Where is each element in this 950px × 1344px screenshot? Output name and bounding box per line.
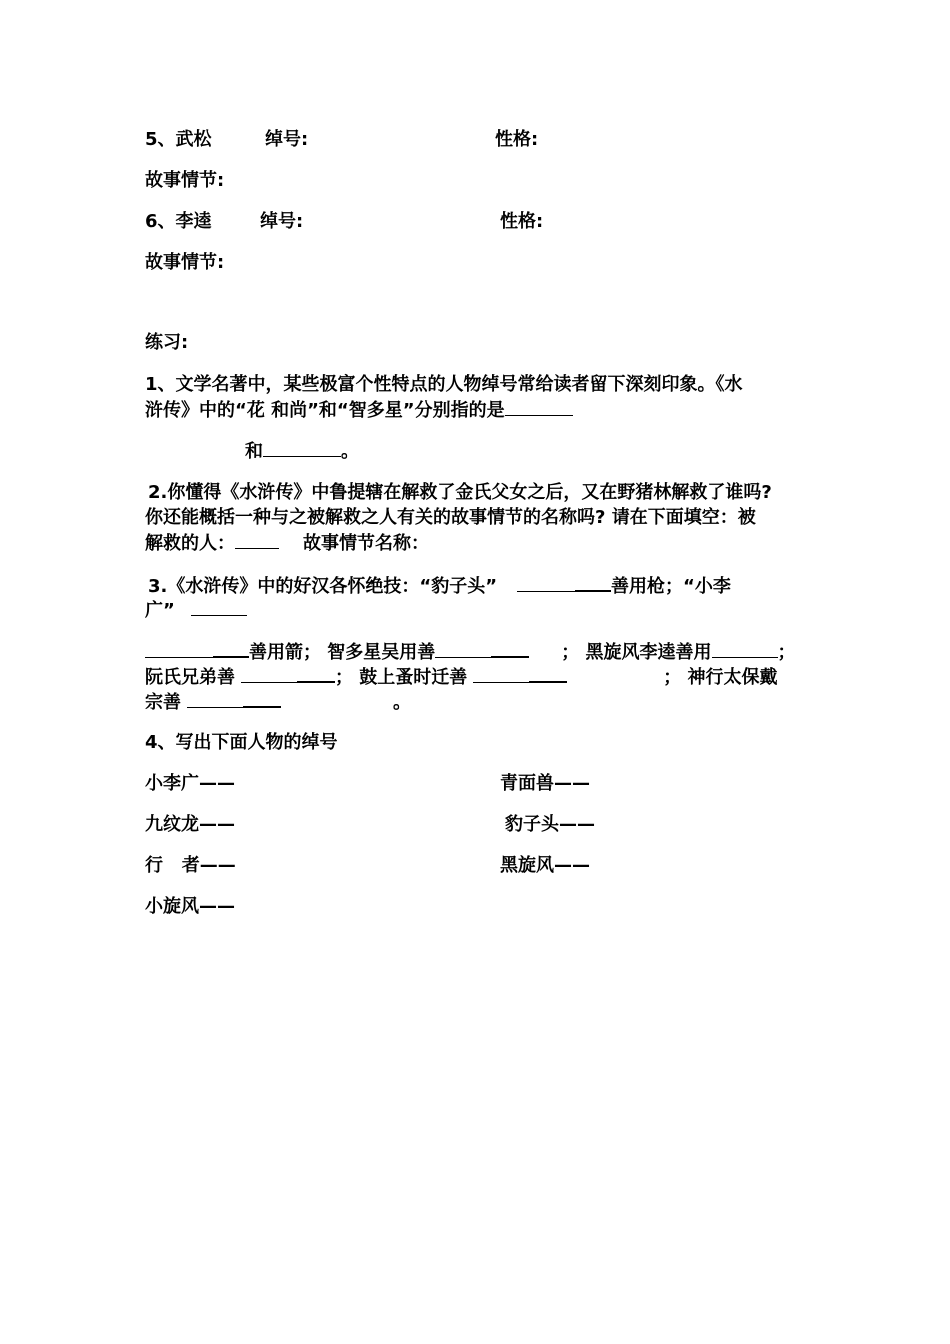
q3-line4-text-a: 阮氏兄弟善 — [145, 667, 235, 688]
q4-item-right-2: 豹子头—— — [505, 814, 595, 835]
q3-blank-5a[interactable] — [187, 689, 243, 708]
q3-line4-text-b: ； 鼓上蚤时迁善 — [335, 667, 468, 688]
q4-heading: 4、写出下面人物的绰号 — [145, 732, 338, 753]
q1-and: 和 — [245, 441, 263, 462]
q3-blank-3a[interactable] — [145, 639, 213, 658]
q3-line2-text: 广” — [145, 600, 175, 621]
q3-blank-3d[interactable] — [491, 638, 529, 658]
q3-line3-text-c: ； — [777, 642, 796, 663]
q3-line4 — [145, 663, 778, 691]
q2-line2: 你还能概括一种与之被解救之人有关的故事情节的名称吗? 请在下面填空：被 — [145, 507, 756, 528]
q2-rescued-label: 解救的人： — [145, 533, 235, 554]
q1-line3 — [245, 438, 359, 465]
character-5-story-label: 故事情节: — [145, 170, 225, 191]
character-5-nickname-label: 绰号: — [265, 129, 309, 150]
q3-blank-4c[interactable] — [473, 664, 529, 683]
q3-line5 — [145, 688, 411, 716]
q4-item-left-4: 小旋风—— — [145, 896, 235, 917]
q1-line1: 1、文学名著中，某些极富个性特点的人物绰号常给读者留下深刻印象。《水 — [145, 374, 743, 395]
q3-line5-end: 。 — [393, 692, 411, 713]
q1-line2-text: 浒传》中的“花 和尚”和“智多星”分别指的是 — [145, 400, 505, 421]
q1-blank-1[interactable] — [505, 397, 573, 416]
character-6-story-label: 故事情节: — [145, 252, 225, 273]
q2-story-label: 故事情节名称： — [303, 533, 429, 554]
q3-line1-end: 善用枪；“小李 — [611, 576, 731, 597]
q1-blank-2[interactable] — [263, 438, 341, 457]
character-6-personality-label: 性格: — [500, 211, 544, 232]
q3-blank-4a[interactable] — [241, 664, 297, 683]
q3-line3 — [145, 638, 796, 666]
q3-line1 — [148, 572, 731, 600]
q3-blank-3b[interactable] — [213, 638, 249, 658]
q3-line3-text-b: ； 黑旋风李逵善用 — [561, 642, 712, 663]
character-6-nickname-label: 绰号: — [260, 211, 304, 232]
q3-line2 — [145, 597, 247, 624]
q4-item-left-1: 小李广—— — [145, 773, 235, 794]
q3-blank-1a[interactable] — [517, 573, 575, 592]
q3-line5-text-a: 宗善 — [145, 692, 181, 713]
q2-line3 — [145, 530, 429, 557]
q3-blank-3c[interactable] — [435, 639, 491, 658]
q4-item-left-2: 九纹龙—— — [145, 814, 235, 835]
q2-blank-rescued[interactable] — [235, 530, 279, 549]
q3-blank-3e[interactable] — [712, 639, 778, 658]
q3-blank-1b[interactable] — [575, 572, 611, 592]
q3-blank-2[interactable] — [191, 597, 247, 616]
character-5-personality-label: 性格: — [495, 129, 539, 150]
q4-item-left-3: 行 者—— — [145, 855, 236, 876]
character-5-name: 5、武松 — [145, 129, 212, 150]
practice-heading: 练习: — [145, 332, 189, 353]
q3-line1-text: 3.《水浒传》中的好汉各怀绝技：“豹子头” — [148, 576, 498, 597]
q3-blank-5b[interactable] — [243, 688, 281, 708]
q3-blank-4b[interactable] — [297, 663, 335, 683]
q3-blank-4d[interactable] — [529, 663, 567, 683]
q3-line4-text-c: ； 神行太保戴 — [663, 667, 778, 688]
character-6-name: 6、李逵 — [145, 211, 212, 232]
q3-line3-text-a: 善用箭； 智多星吴用善 — [249, 642, 436, 663]
q1-end: 。 — [341, 441, 359, 462]
q1-line2 — [145, 397, 573, 424]
q4-item-right-3: 黑旋风—— — [500, 855, 590, 876]
q2-line1: 2.你懂得《水浒传》中鲁提辖在解救了金氏父女之后，又在野猪林解救了谁吗? — [148, 482, 772, 503]
q4-item-right-1: 青面兽—— — [500, 773, 590, 794]
